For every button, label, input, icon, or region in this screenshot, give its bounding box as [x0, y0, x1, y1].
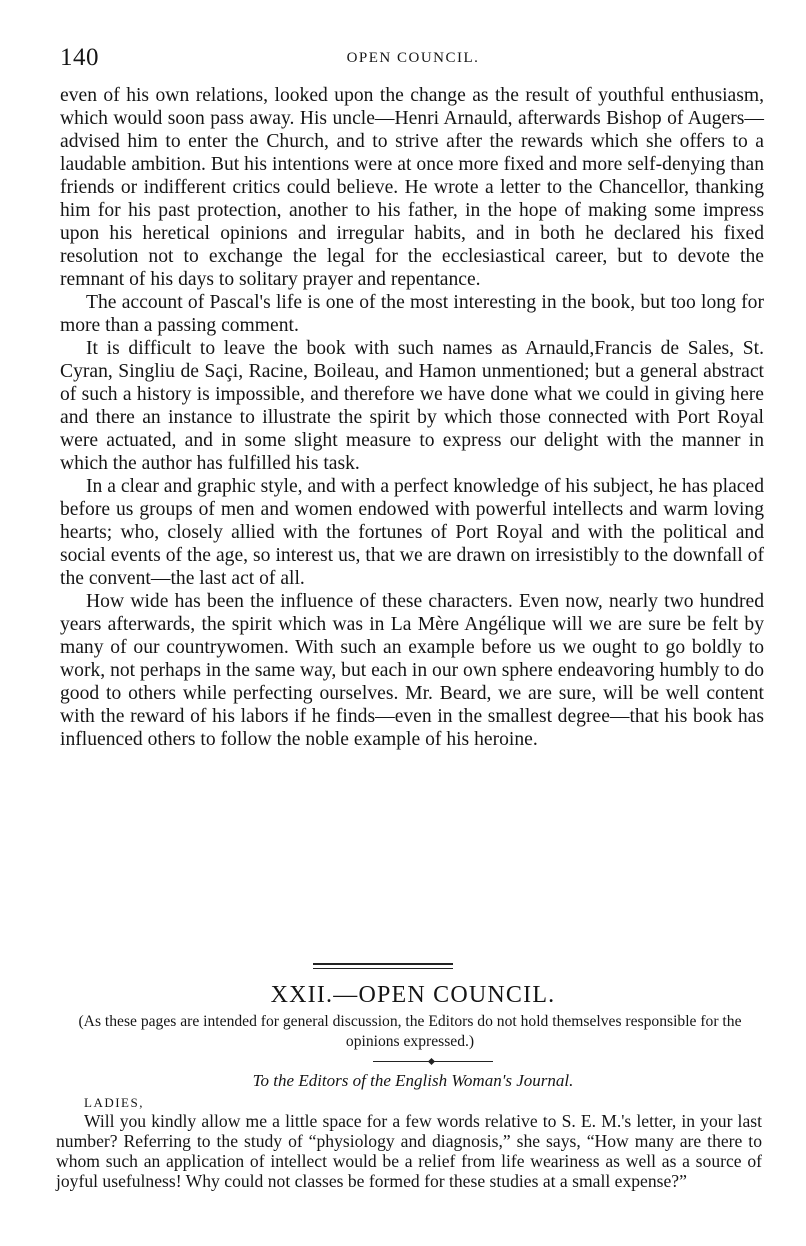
letter-body: Will you kindly allow me a little space for a few words relative to S. E. M.'s letter, in your last number? Referring to the study of “physiology and diagnosis,” she says, “How many are there to whom such an application of intellect would be a relief from life weariness as well as a source of joyful usefulness! Why could not classes be formed for these studies at a small expense?”: [56, 1111, 762, 1191]
letter-address: To the Editors of the English Woman's Journal.: [252, 1071, 574, 1090]
letter-salutation: LADIES,: [84, 1095, 144, 1110]
ornament-divider: [373, 1058, 493, 1066]
paragraph: In a clear and graphic style, and with a perfect knowledge of his subject, he has placed before us groups of men and women endowed with powerful intellects and warm loving hearts; who, closely allied with the fortunes of Port Royal and with the political and social events of the age, so interest us, that we are drawn on irresistibly to the downfall of the convent—the last act of all.: [60, 476, 764, 589]
diamond-ornament-icon: [428, 1058, 435, 1065]
section-heading: XXII.—OPEN COUNCIL.: [270, 982, 556, 1008]
running-head: [60, 44, 766, 78]
running-title: OPEN COUNCIL.: [346, 50, 480, 66]
paragraph: The account of Pascal's life is one of the most interesting in the book, but too long for more than a passing comment.: [60, 292, 764, 336]
paragraph: even of his own relations, looked upon the change as the result of youthful enthusiasm, which would soon pass away. His uncle—Henri Arnauld, afterwards Bishop of Augers—advised him to enter the Church, and to strive after the rewards which she offers to a laudable ambition. But his intentions were at once more fixed and more self-denying than friends or indifferent critics could believe. He wrote a letter to the Chancellor, thanking him for his past protection, another to his father, in the hope of making some impress upon his heretical opinions and irregular habits, and in both he declared his fixed resolution not to exchange the legal for the ecclesiastical career, but to devote the remnant of his days to solitary prayer and repentance.: [60, 85, 764, 290]
paragraph: How wide has been the influence of these characters. Even now, nearly two hundred years afterwards, the spirit which was in La Mère Angélique will we are sure be felt by many of our countrywomen. With such an example before us we ought to go boldly to work, not perhaps in the same way, but each in our own sphere endeavoring humbly to do good to others while perfecting ourselves. Mr. Beard, we are sure, will be well content with the reward of his labors if he finds—even in the smallest degree—that his book has influenced others to follow the noble example of his heroine.: [60, 591, 764, 750]
section-divider: [313, 963, 453, 969]
editorial-disclaimer: (As these pages are intended for general discussion, the Editors do not hold themselves responsible for the opinions expressed.): [78, 1013, 742, 1050]
paragraph: It is difficult to leave the book with such names as Arnauld,Francis de Sales, St. Cyran, Singliu de Saçi, Racine, Boileau, and Hamon unmentioned; but a general abstract of such a history is impossible, and therefore we have done what we could in giving here and there an instance to illustrate the spirit by which those connected with Port Royal were actuated, and in some slight measure to express our delight with the manner in which the author has fulfilled his task.: [60, 338, 764, 474]
article-body: [60, 84, 764, 751]
page-number: 140: [60, 44, 99, 71]
